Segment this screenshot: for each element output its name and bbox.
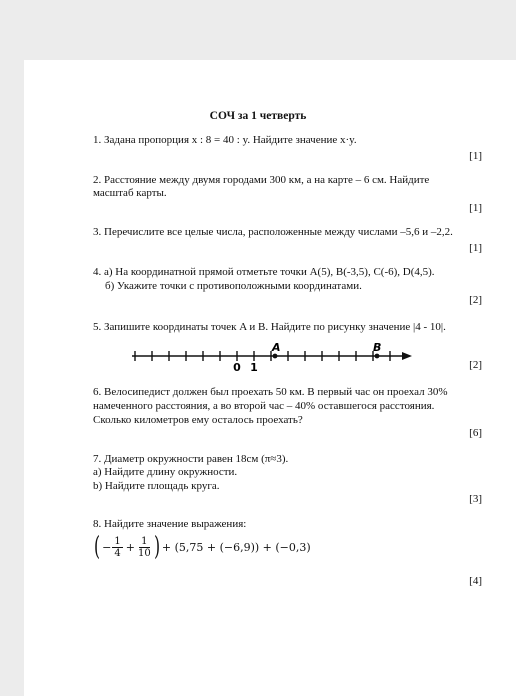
tick-label-zero: 0	[233, 361, 241, 374]
fraction-2-numerator: 1	[141, 535, 148, 547]
minus-sign: −	[102, 540, 112, 554]
page-title: СОЧ за 1 четверть	[209, 110, 307, 122]
question-7-points: [3]	[469, 493, 482, 505]
question-4-line-1: 4. а) На координатной прямой отметьте точки A(5), B(-3,5), C(-6), D(4,5).	[93, 266, 435, 278]
open-paren: (	[94, 532, 101, 562]
question-5: 5. Запишите координаты точек A и B. Найдите по рисунку значение |4 - 10|.	[93, 321, 446, 333]
question-7-line-1: 7. Диаметр окружности равен 18см (π≈3).	[93, 453, 289, 465]
question-8: 8. Найдите значение выражения:	[93, 518, 247, 530]
question-2-line-2: масштаб карты.	[93, 187, 167, 199]
question-2-line-1: 2. Расстояние между двумя городами 300 км, а на карте – 6 см. Найдите	[93, 174, 430, 186]
question-5-points: [2]	[469, 359, 482, 371]
fraction-1-denominator: 4	[114, 547, 121, 559]
fraction-one-tenth	[138, 536, 151, 559]
point-b-dot	[375, 354, 380, 359]
point-a-label: A	[272, 341, 281, 354]
question-3-points: [1]	[469, 242, 482, 254]
expression-rest: + (5,75 + (−6,9)) + (−0,3)	[161, 540, 311, 554]
question-8-points: [4]	[469, 575, 482, 587]
number-line-arrow-icon	[402, 352, 412, 360]
question-6-points: [6]	[469, 427, 482, 439]
plus-sign: +	[125, 540, 135, 554]
question-6-line-2: намеченного расстояния, а во второй час – 40% оставшегося расстояния.	[93, 400, 435, 412]
point-b-label: B	[373, 341, 382, 354]
question-7-line-3: b) Найдите площадь круга.	[93, 480, 220, 492]
question-2-points: [1]	[469, 202, 482, 214]
fraction-2-denominator: 10	[137, 547, 151, 559]
math-expression	[92, 534, 311, 560]
question-3: 3. Перечислите все целые числа, расположенные между числами –5,6 и –2,2.	[93, 226, 453, 238]
question-4-line-2: б) Укажите точки с противоположными координатами.	[105, 280, 362, 292]
question-1: 1. Задана пропорция x : 8 = 40 : y. Найдите значение x·y.	[93, 134, 357, 146]
fraction-1-numerator: 1	[114, 535, 121, 547]
close-paren: )	[153, 532, 160, 562]
point-a-dot	[273, 354, 278, 359]
tick-label-one: 1	[250, 361, 258, 374]
question-1-points: [1]	[469, 150, 482, 162]
question-6-line-3: Сколько километров ему осталось проехать?	[93, 414, 303, 426]
question-7-line-2: а) Найдите длину окружности.	[93, 466, 238, 478]
question-4-points: [2]	[469, 294, 482, 306]
fraction-one-quarter	[112, 536, 122, 559]
question-6-line-1: 6. Велосипедист должен был проехать 50 км. В первый час он проехал 30%	[93, 386, 448, 398]
